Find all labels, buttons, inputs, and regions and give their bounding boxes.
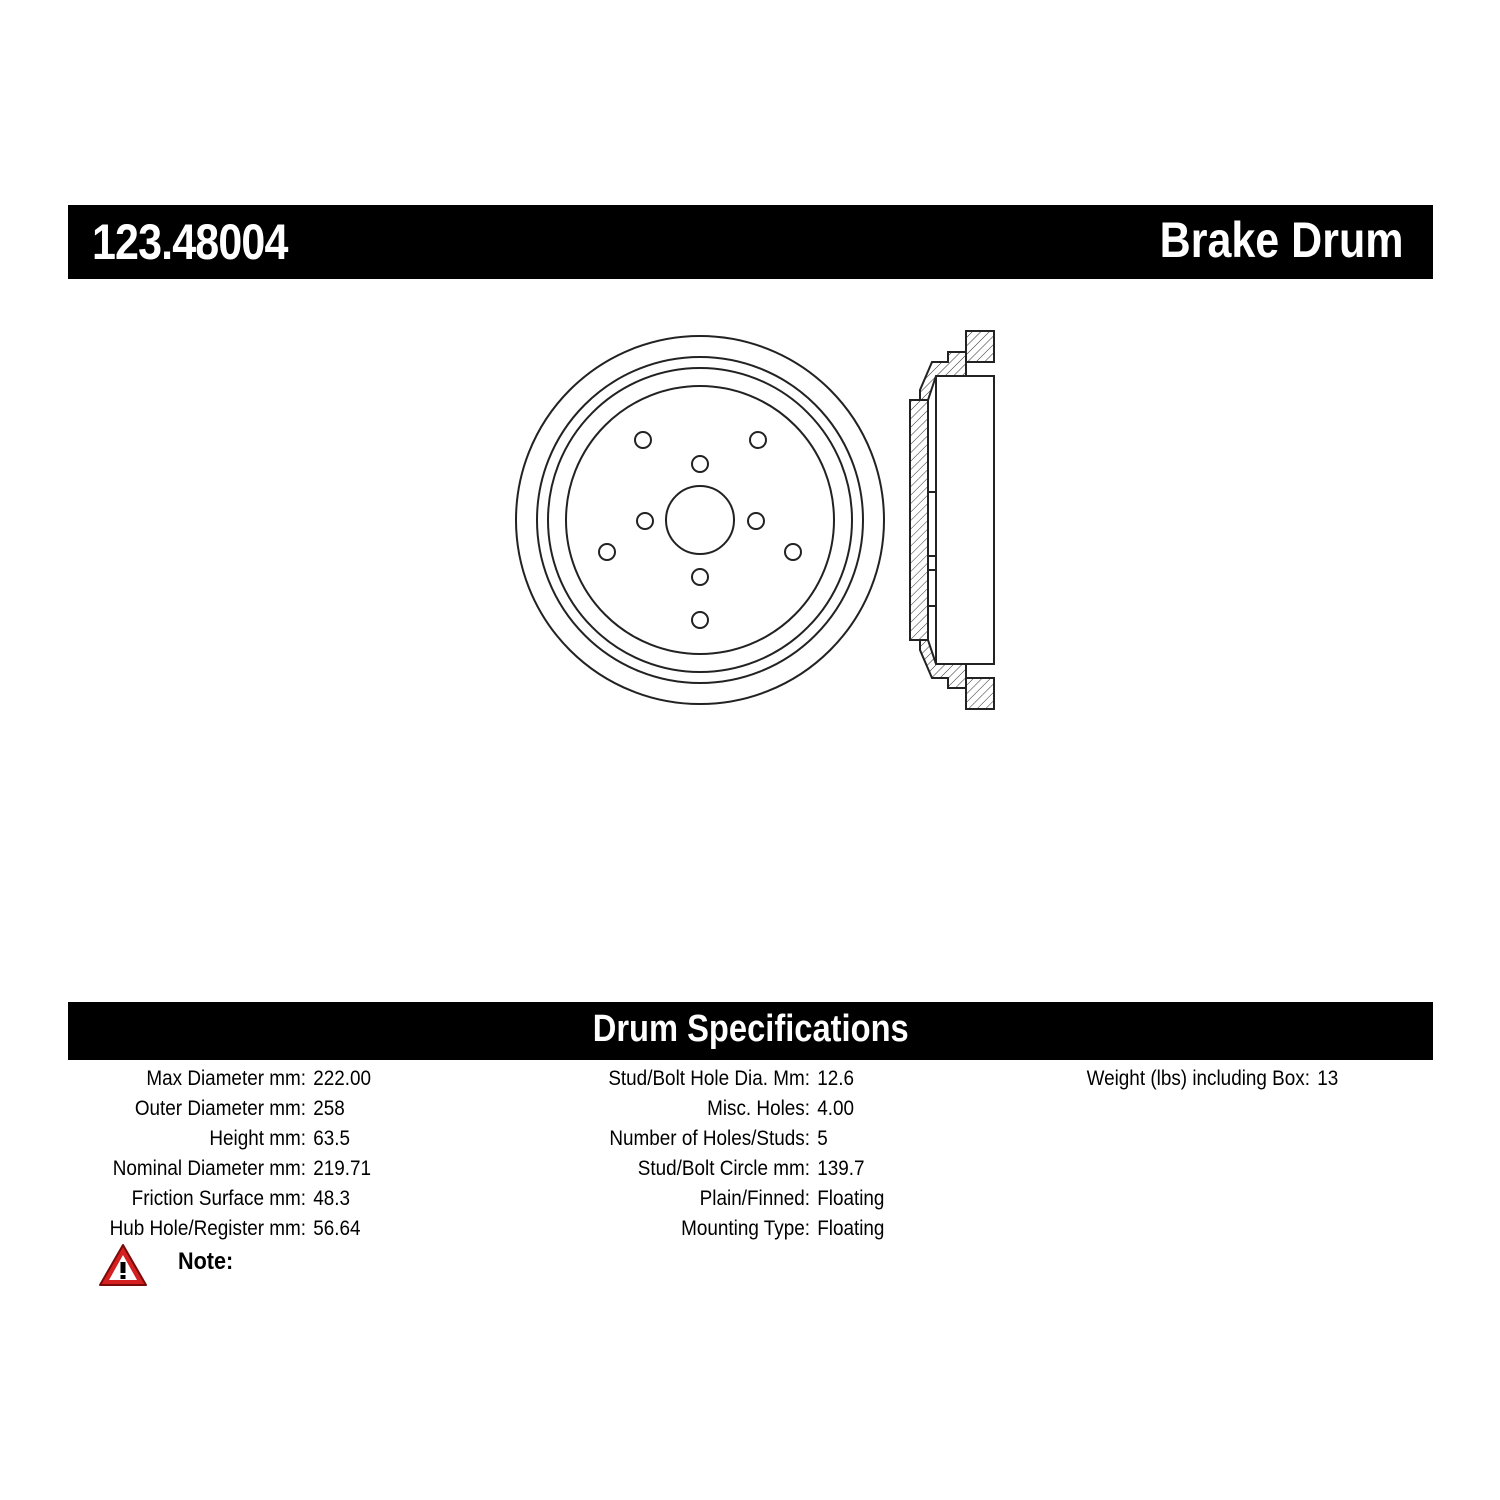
drum-rim-edge	[537, 357, 863, 683]
spec-label: Hub Hole/Register mm:	[109, 1217, 306, 1240]
misc-hole	[785, 544, 801, 560]
spec-value: 5	[817, 1127, 828, 1150]
stud-hole	[748, 513, 764, 529]
note-label: Note:	[178, 1248, 234, 1275]
spec-row	[94, 1184, 371, 1214]
spec-value: 13	[1317, 1067, 1339, 1090]
spec-label: Height mm:	[209, 1127, 306, 1150]
spec-value: 4.00	[817, 1097, 854, 1120]
spec-row	[94, 1064, 371, 1094]
misc-hole	[599, 544, 615, 560]
drum-outer-edge	[516, 336, 884, 704]
spec-value: 139.7	[817, 1157, 865, 1180]
hub-hole	[666, 486, 734, 554]
spec-row	[531, 1154, 884, 1184]
spec-column-dimensions	[70, 1064, 378, 1244]
stud-hole	[692, 569, 708, 585]
spec-value: 63.5	[313, 1127, 350, 1150]
spec-label: Friction Surface mm:	[131, 1187, 306, 1210]
spec-label: Max Diameter mm:	[146, 1067, 306, 1090]
spec-value: Floating	[817, 1217, 885, 1240]
note-section	[98, 1243, 239, 1287]
spec-row	[531, 1094, 884, 1124]
spec-label: Outer Diameter mm:	[134, 1097, 306, 1120]
spec-label: Stud/Bolt Hole Dia. Mm:	[608, 1067, 810, 1090]
spec-label: Nominal Diameter mm:	[112, 1157, 306, 1180]
spec-row	[94, 1124, 371, 1154]
stud-hole	[750, 432, 766, 448]
product-type: Brake Drum	[1159, 212, 1403, 268]
spec-label: Weight (lbs) including Box:	[1086, 1067, 1310, 1090]
spec-row	[94, 1154, 371, 1184]
brake-drum-drawing	[500, 320, 1010, 720]
spec-column-mounting	[500, 1064, 893, 1244]
spec-value: Floating	[817, 1187, 885, 1210]
spec-label: Mounting Type:	[681, 1217, 810, 1240]
spec-row	[94, 1214, 371, 1244]
spec-row	[1022, 1064, 1338, 1094]
spec-row	[531, 1064, 884, 1094]
spec-value: 48.3	[313, 1187, 350, 1210]
spec-row	[531, 1214, 884, 1244]
drum-face-edge	[548, 368, 852, 672]
spec-label: Number of Holes/Studs:	[609, 1127, 810, 1150]
warning-icon	[98, 1243, 148, 1287]
spec-row	[94, 1094, 371, 1124]
drum-section-view	[910, 331, 994, 709]
stud-hole	[637, 513, 653, 529]
spec-label: Stud/Bolt Circle mm:	[637, 1157, 810, 1180]
misc-hole	[692, 612, 708, 628]
spec-value: 258	[313, 1097, 345, 1120]
spec-row	[531, 1184, 884, 1214]
section-top-flange	[920, 331, 994, 400]
section-web	[910, 400, 928, 640]
spec-value: 222.00	[313, 1067, 372, 1090]
stud-hole	[692, 456, 708, 472]
section-body	[928, 376, 994, 664]
spec-header-bar	[68, 1002, 1433, 1060]
drum-front-view	[516, 336, 884, 704]
part-number: 123.48004	[92, 214, 288, 270]
spec-column-weight	[990, 1064, 1341, 1094]
spec-label: Plain/Finned:	[699, 1187, 810, 1210]
section-bottom-flange	[920, 640, 994, 709]
spec-title: Drum Specifications	[592, 1008, 909, 1050]
spec-row	[531, 1124, 884, 1154]
spec-value: 12.6	[817, 1067, 854, 1090]
stud-hole	[635, 432, 651, 448]
spec-value: 56.64	[313, 1217, 361, 1240]
drum-hub-face	[566, 386, 834, 654]
title-bar	[68, 205, 1433, 279]
spec-value: 219.71	[313, 1157, 372, 1180]
spec-label: Misc. Holes:	[707, 1097, 810, 1120]
